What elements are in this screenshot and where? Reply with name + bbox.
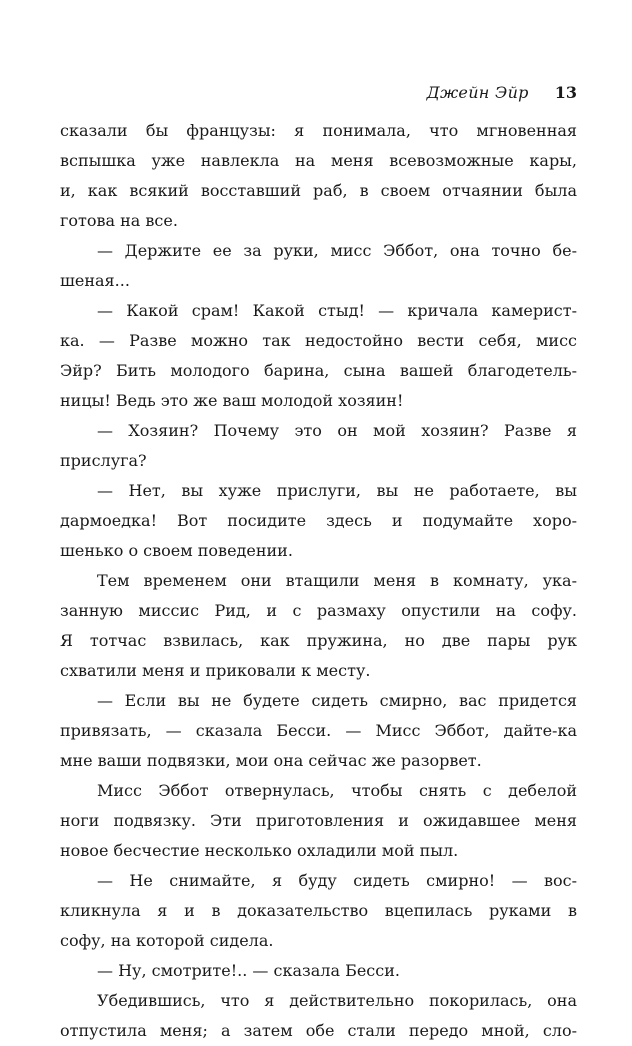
text-line: и, как всякий восставший раб, в своем отчаянии была xyxy=(60,181,577,200)
text-line: Убедившись, что я действительно покорилась, она xyxy=(97,991,577,1010)
running-title: Джейн Эйр xyxy=(426,83,529,102)
text-line: схватили меня и приковали к месту. xyxy=(60,661,371,680)
text-line: Тем временем они втащили меня в комнату, ука- xyxy=(97,571,577,590)
text-line: прислуга? xyxy=(60,451,147,470)
text-line: Эйр? Бить молодого барина, сына вашей благодетель- xyxy=(60,361,577,380)
text-line: Мисс Эббот отвернулась, чтобы снять с дебелой xyxy=(97,781,577,800)
body-text xyxy=(60,116,577,1046)
text-line: новое бесчестие несколько охладили мой пыл. xyxy=(60,841,459,860)
text-line: занную миссис Рид, и с размаху опустили на софу. xyxy=(60,601,577,620)
running-header xyxy=(60,80,577,106)
text-line: мне ваши подвязки, мои она сейчас же разорвет. xyxy=(60,751,482,770)
text-line: — Хозяин? Почему это он мой хозяин? Разве я xyxy=(97,421,577,440)
text-line: привязать, — сказала Бесси. — Мисс Эббот, дайте-ка xyxy=(60,721,577,740)
page-number: 13 xyxy=(554,83,577,102)
text-line: кликнула я и в доказательство вцепилась руками в xyxy=(60,901,577,920)
text-line: шеная... xyxy=(60,271,130,290)
text-line: — Какой срам! Какой стыд! — кричала камерист- xyxy=(97,301,577,320)
text-line: — Ну, смотрите!.. — сказала Бесси. xyxy=(97,961,400,980)
text-line: сказали бы французы: я понимала, что мгновенная xyxy=(60,121,577,140)
text-line: вспышка уже навлекла на меня всевозможные кары, xyxy=(60,151,577,170)
text-line: Я тотчас взвилась, как пружина, но две пары рук xyxy=(60,631,577,650)
text-line: шенько о своем поведении. xyxy=(60,541,293,560)
text-line: софу, на которой сидела. xyxy=(60,931,274,950)
text-line: — Не снимайте, я буду сидеть смирно! — вос- xyxy=(97,871,577,890)
text-line: ка. — Разве можно так недостойно вести себя, мисс xyxy=(60,331,577,350)
text-line: отпустила меня; а затем обе стали передо мной, сло- xyxy=(60,1021,577,1040)
text-line: ницы! Ведь это же ваш молодой хозяин! xyxy=(60,391,404,410)
text-line: — Нет, вы хуже прислуги, вы не работаете, вы xyxy=(97,481,577,500)
text-line: ноги подвязку. Эти приготовления и ожидавшее меня xyxy=(60,811,577,830)
text-line: — Держите ее за руки, мисс Эббот, она точно бе- xyxy=(97,241,577,260)
text-line: дармоедка! Вот посидите здесь и подумайте хоро- xyxy=(60,511,577,530)
text-line: — Если вы не будете сидеть смирно, вас придется xyxy=(97,691,577,710)
text-line: готова на все. xyxy=(60,211,178,230)
